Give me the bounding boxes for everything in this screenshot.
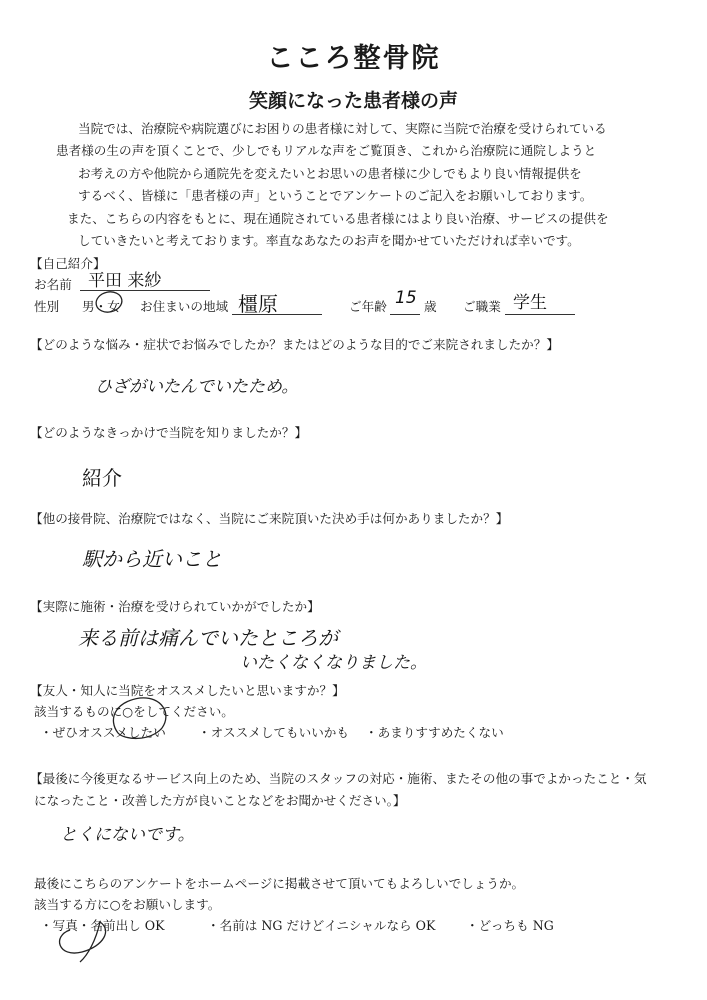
name-label: お名前 [34,277,72,292]
job-label: ご職業 [463,299,501,314]
recommend-option-not-really[interactable]: ・あまりすすめたくない [365,725,504,740]
question-feedback-line1: 【最後に今後更なるサービス向上のため、当院のスタッフの対応・施術、またその他の事でよかったこと・気 [30,771,647,786]
recommend-instruction: 該当するものに○をしてください。 [34,704,234,719]
question-treatment-experience: 【実際に施術・治療を受けられていかがでしたか】 [30,599,320,614]
consent-option-photo-name-ok[interactable]: ・写真・名前出し OK [40,918,165,933]
answer-deciding-factor: 駅から近いこと [82,547,222,571]
age-value: 15 [395,288,417,308]
gender-circle-mark [94,290,124,315]
consent-option-initials-ok[interactable]: ・名前は NG だけどイニシャルなら OK [207,918,436,933]
question-deciding-factor: 【他の接骨院、治療院ではなく、当院にご来院頂いた決め手は何かありましたか？】 [30,511,509,526]
recommend-option-definitely[interactable]: ・ぜひオススメしたい [40,725,166,740]
clinic-name: こころ整骨院 [266,43,441,74]
intro-line: するべく、皆様に「患者様の声」ということでアンケートのご記入をお願いしております。 [78,188,593,204]
answer-feedback: とくにないです。 [60,825,195,845]
intro-line: お考えの方や他院から通院先を変えたいとお思いの患者様に少しでもより良い情報提供を [78,165,582,181]
name-value: 平田 来紗 [88,271,162,291]
answer-symptoms: ひざがいたんでいたため。 [95,377,299,397]
intro-line: していきたいと考えております。率直なあなたのお声を聞かせていただければ幸いです。 [78,233,580,249]
intro-line: 当院では、治療院や病院選びにお困りの患者様に対して、実際に当院で治療を受けられている [78,121,607,136]
page-subtitle: 笑顔になった患者様の声 [248,90,458,112]
question-symptoms: 【どのような悩み・症状でお悩みでしたか？またはどのような目的でご来院されましたか？】 [30,337,559,352]
recommend-circle-mark [113,698,165,739]
consent-question: 最後にこちらのアンケートをホームページに掲載させて頂いてもよろしいでしょうか。 [34,876,525,891]
intro-line: また、こちらの内容をもとに、現在通院されている患者様にはより良い治療、サービスの提供を [67,210,609,226]
area-value: 橿原 [238,292,278,316]
age-unit: 歳 [424,299,437,314]
answer-how-found: 紹介 [82,466,122,490]
consent-option-neither[interactable]: ・どっちも NG [466,918,554,933]
age-label: ご年齢 [349,299,387,314]
consent-circle-mark [60,922,106,962]
answer-treatment-line2: いたくなくなりました。 [240,653,427,673]
job-value: 学生 [513,293,547,313]
question-recommend: 【友人・知人に当院をオススメしたいと思いますか？】 [30,683,345,698]
intro-line: 患者様の生の声を頂くことで、少しでもリアルな声をご覧頂き、これから治療院に通院しようと [56,143,597,159]
answer-treatment-line1: 来る前は痛んでいたところが [78,626,338,650]
profile-heading: 【自己紹介】 [30,256,106,271]
question-feedback-line2: になったこと・改善した方が良いことなどをお聞かせください。】 [34,793,406,808]
question-how-found: 【どのようなきっかけで当院を知りましたか？】 [30,425,308,440]
gender-label: 性別 [34,299,60,314]
recommend-option-maybe[interactable]: ・オススメしてもいいかも [198,725,349,740]
consent-instruction: 該当する方に○をお願いします。 [34,897,221,912]
gender-options: 男・女 [82,299,120,314]
area-label: お住まいの地域 [140,299,229,314]
